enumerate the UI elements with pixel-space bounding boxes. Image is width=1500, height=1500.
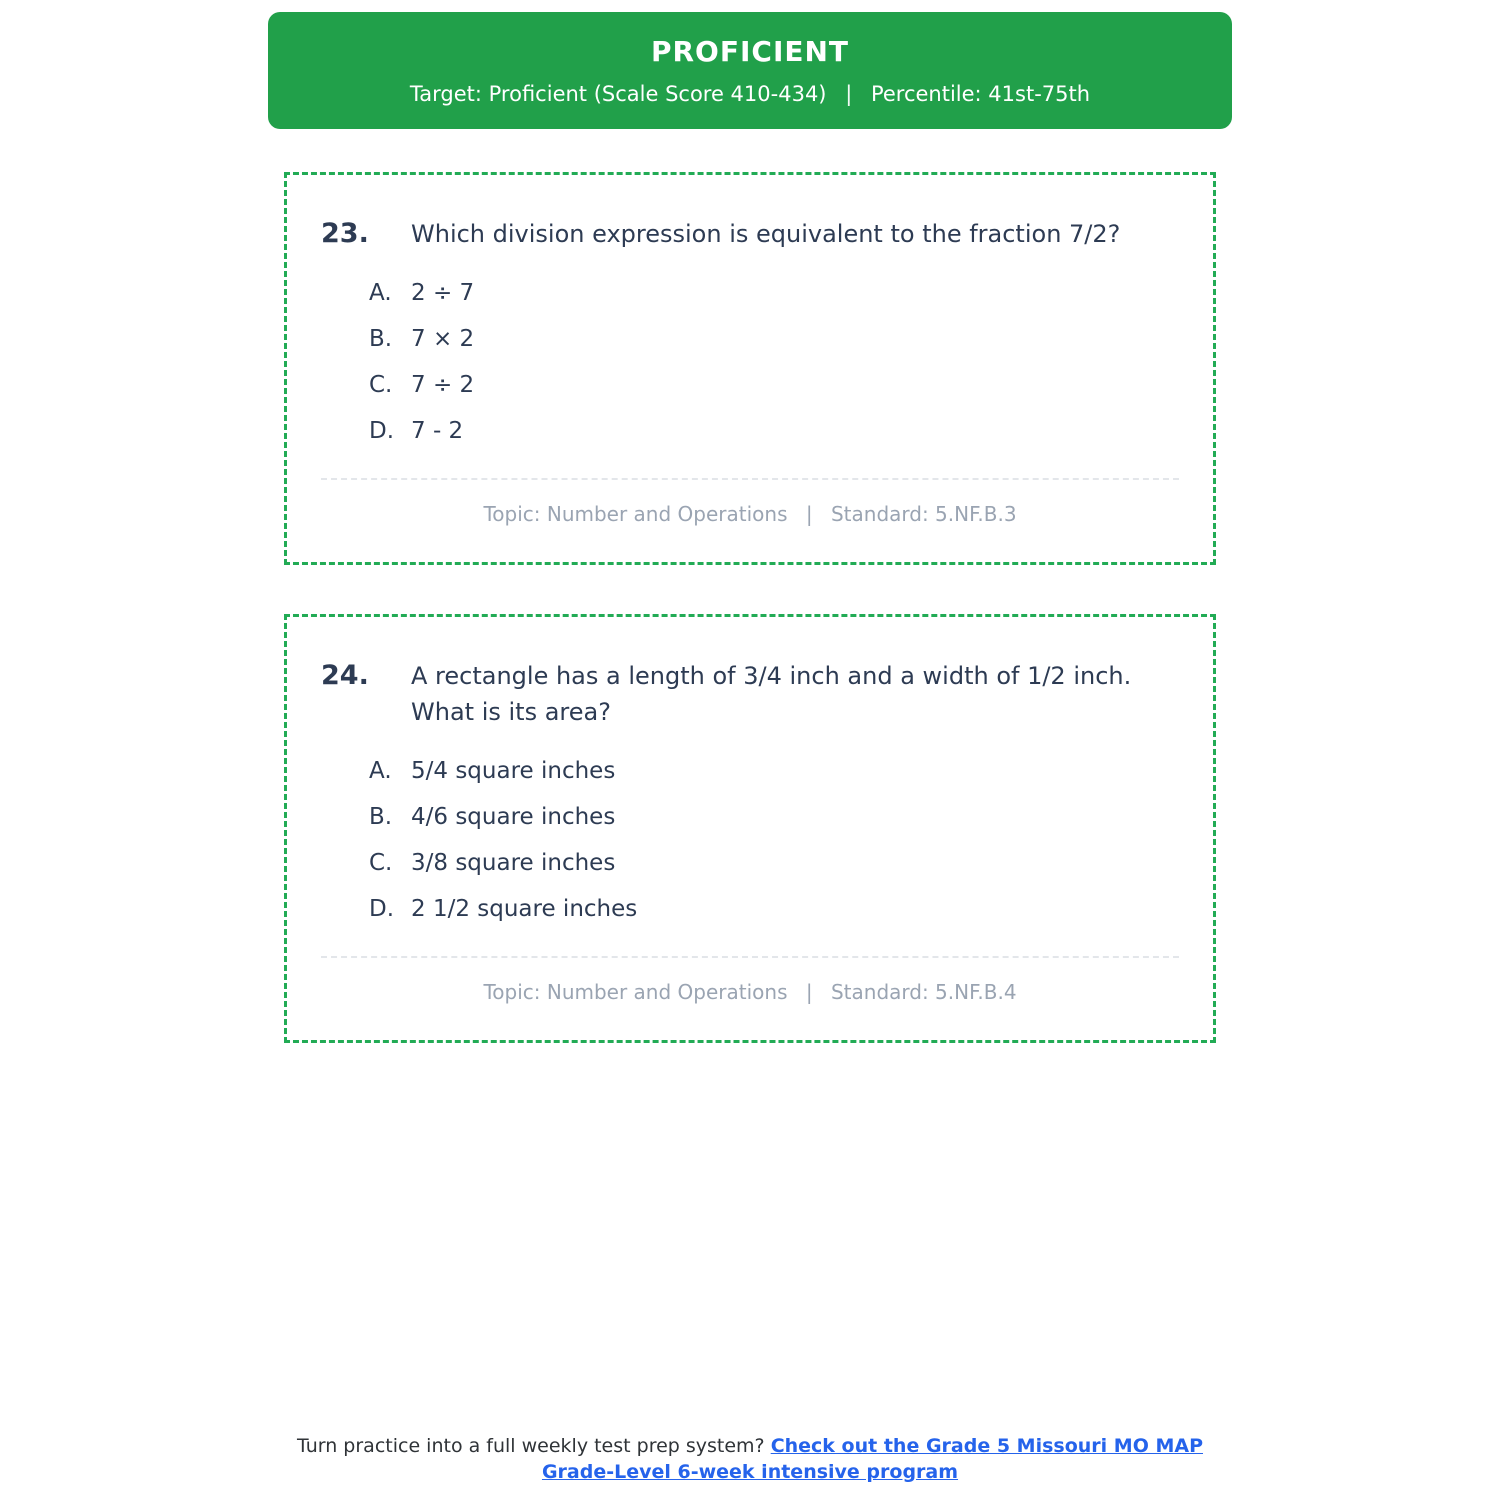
topic-label: Topic: Number and Operations	[483, 980, 788, 1004]
option-a	[369, 278, 1179, 308]
option-c	[369, 370, 1179, 400]
option-letter: B.	[369, 804, 393, 830]
option-text: 7 × 2	[411, 326, 475, 352]
option-a	[369, 756, 1179, 786]
meta-separator: |	[805, 502, 813, 526]
question-meta	[321, 980, 1179, 1004]
question-text: Which division expression is equivalent to the fraction 7/2?	[411, 220, 1121, 248]
option-letter: C.	[369, 850, 393, 876]
option-letter: A.	[369, 280, 392, 306]
option-letter: C.	[369, 372, 393, 398]
option-letter: D.	[369, 418, 395, 444]
question-row	[321, 216, 1179, 252]
standard-label: Standard: 5.NF.B.3	[830, 502, 1017, 526]
topic-label: Topic: Number and Operations	[483, 502, 788, 526]
question-divider	[321, 478, 1179, 480]
option-text: 3/8 square inches	[411, 850, 616, 876]
question-card-24	[284, 614, 1216, 1043]
proficiency-banner	[268, 12, 1232, 129]
question-card-23	[284, 172, 1216, 565]
option-b	[369, 802, 1179, 832]
banner-subtitle-separator: |	[845, 82, 853, 106]
promo-footer-inner	[290, 1433, 1210, 1485]
standard-label: Standard: 5.NF.B.4	[830, 980, 1017, 1004]
question-divider	[321, 956, 1179, 958]
promo-program-link[interactable]: Check out the Grade 5 Missouri MO MAP Grade-Level 6-week intensive program	[541, 1435, 1203, 1483]
options-list	[321, 756, 1179, 924]
option-letter: D.	[369, 896, 395, 922]
option-text: 2 ÷ 7	[411, 280, 475, 306]
option-d	[369, 894, 1179, 924]
option-c	[369, 848, 1179, 878]
banner-target-text: Target: Proficient (Scale Score 410-434)	[409, 82, 827, 106]
banner-subtitle	[410, 82, 1090, 106]
promo-text: Turn practice into a full weekly test prep system?	[296, 1435, 771, 1457]
banner-percentile-text: Percentile: 41st-75th	[870, 82, 1091, 106]
meta-separator: |	[805, 980, 813, 1004]
promo-footer	[0, 1433, 1500, 1485]
option-text: 7 - 2	[411, 418, 464, 444]
question-meta	[321, 502, 1179, 526]
option-d	[369, 416, 1179, 446]
question-row	[321, 658, 1179, 730]
banner-title: PROFICIENT	[650, 35, 850, 68]
options-list	[321, 278, 1179, 446]
option-letter: B.	[369, 326, 393, 352]
question-text: A rectangle has a length of 3/4 inch and a width of 1/2 inch. What is its area?	[411, 662, 1132, 726]
question-number: 23.	[321, 218, 369, 249]
question-number: 24.	[321, 660, 369, 691]
option-letter: A.	[369, 758, 392, 784]
option-text: 7 ÷ 2	[411, 372, 475, 398]
option-text: 4/6 square inches	[411, 804, 616, 830]
option-text: 2 1/2 square inches	[411, 896, 638, 922]
option-b	[369, 324, 1179, 354]
option-text: 5/4 square inches	[411, 758, 616, 784]
